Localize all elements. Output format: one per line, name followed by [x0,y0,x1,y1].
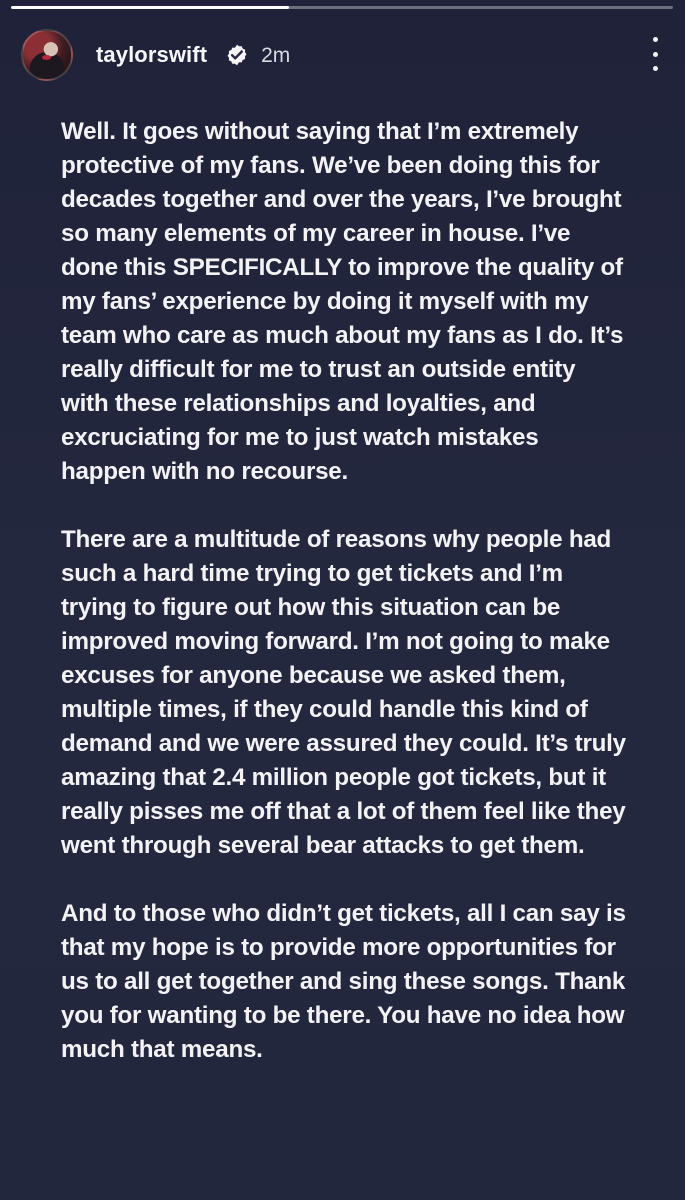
more-dot [653,37,658,42]
more-dot [653,66,658,71]
story-progress-bar [11,6,673,9]
story-paragraph-2: There are a multitude of reasons why people had such a hard time trying to get tickets and I’m trying to figure out how this situation can be improved moving forward. I’m not going to make excuses for anyone because we asked them, multiple times, if they could handle this kind of demand and we were assured they could. It’s truly amazing that 2.4 million people got tickets, but it really pisses me off that a lot of them feel like they went through several bear attacks to get them. [61,526,626,859]
profile-avatar[interactable] [21,29,73,81]
story-text [61,115,627,1101]
post-time: 2m [261,43,291,67]
story-paragraph-3: And to those who didn’t get tickets, all I can say is that my hope is to provide more opportunities for us to all get together and sing these songs. Thank you for wanting to be there. You have no idea how much that means. [61,900,626,1063]
username[interactable]: taylorswift [96,42,208,67]
more-options-icon[interactable] [647,37,663,71]
story-paragraph-1: Well. It goes without saying that I’m extremely protective of my fans. We’ve been doing this for decades together and over the years, I’ve brought so many elements of my career in house. I’ve done this SPECIFICALLY to improve the quality of my fans’ experience by doing it myself with my team who care as much about my fans as I do. It’s really difficult for me to trust an outside entity with these relationships and loyalties, and excruciating for me to just watch mistakes happen with no recourse. [61,118,624,485]
story-progress-fill [11,6,289,9]
story-header [21,28,661,82]
more-dot [653,52,658,57]
verified-badge-icon [225,43,249,67]
